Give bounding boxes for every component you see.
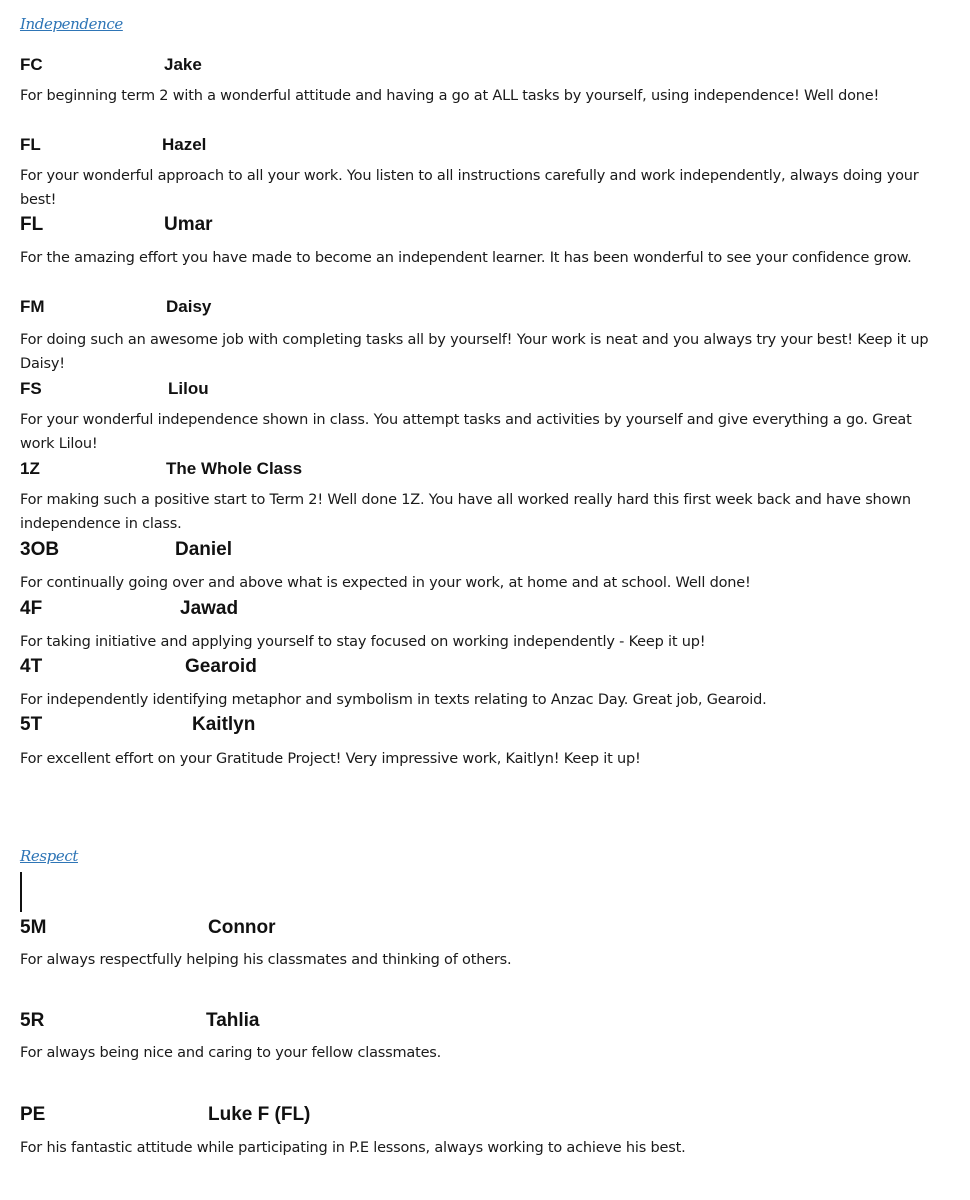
class-code: 4F — [20, 598, 43, 619]
independence-heading: Independence — [20, 15, 123, 33]
student-name: Tahlia — [206, 1010, 260, 1031]
award-description: For doing such an awesome job with completing tasks all by yourself! Your work is neat and you always try your best! Keep it up Daisy! — [20, 332, 929, 372]
award-description: For the amazing effort you have made to become an independent learner. It has been wonderful to see your confidence grow. — [20, 250, 912, 266]
student-name: Daisy — [166, 297, 212, 316]
class-code: 5M — [20, 917, 47, 938]
student-name: Jake — [164, 55, 202, 74]
text-cursor — [20, 872, 22, 912]
award-description: For taking initiative and applying yourself to stay focused on working independently - Keep it up! — [20, 634, 706, 650]
class-code: FL — [20, 214, 44, 235]
student-name: Gearoid — [185, 656, 257, 677]
class-code: PE — [20, 1104, 46, 1125]
award-description: For always respectfully helping his classmates and thinking of others. — [20, 952, 512, 968]
award-description: For excellent effort on your Gratitude Project! Very impressive work, Kaitlyn! Keep it up! — [20, 751, 641, 767]
award-description: For making such a positive start to Term 2! Well done 1Z. You have all worked really hard this first week back and have shown independence in class. — [20, 492, 911, 532]
class-code: FC — [20, 55, 43, 74]
class-code: FL — [20, 135, 41, 154]
student-name: Hazel — [162, 135, 207, 154]
class-code: FM — [20, 297, 45, 316]
class-code: 4T — [20, 656, 43, 677]
award-description: For beginning term 2 with a wonderful attitude and having a go at ALL tasks by yourself, using independence! Well done! — [20, 88, 880, 104]
respect-heading: Respect — [20, 847, 78, 865]
student-name: Umar — [164, 214, 213, 235]
student-name: Jawad — [180, 598, 239, 619]
award-description: For his fantastic attitude while participating in P.E lessons, always working to achieve his best. — [20, 1140, 686, 1156]
class-code: FS — [20, 379, 42, 398]
class-code: 5R — [20, 1010, 45, 1031]
class-code: 5T — [20, 714, 43, 735]
student-name: The Whole Class — [166, 459, 303, 478]
student-name: Luke F (FL) — [208, 1104, 311, 1125]
student-name: Connor — [208, 917, 276, 938]
student-name: Daniel — [175, 539, 233, 560]
award-description: For your wonderful approach to all your work. You listen to all instructions carefully and work independently, always doing your best! — [20, 168, 919, 208]
award-description: For independently identifying metaphor and symbolism in texts relating to Anzac Day. Great job, Gearoid. — [20, 692, 767, 708]
award-description: For always being nice and caring to your fellow classmates. — [20, 1045, 442, 1061]
class-code: 3OB — [20, 539, 60, 560]
award-description: For continually going over and above what is expected in your work, at home and at school. Well done! — [20, 575, 751, 591]
class-code: 1Z — [20, 459, 40, 478]
student-name: Lilou — [168, 379, 209, 398]
award-description: For your wonderful independence shown in class. You attempt tasks and activities by yourself and give everything a go. Great work Lilou! — [20, 412, 912, 452]
student-name: Kaitlyn — [192, 714, 256, 735]
